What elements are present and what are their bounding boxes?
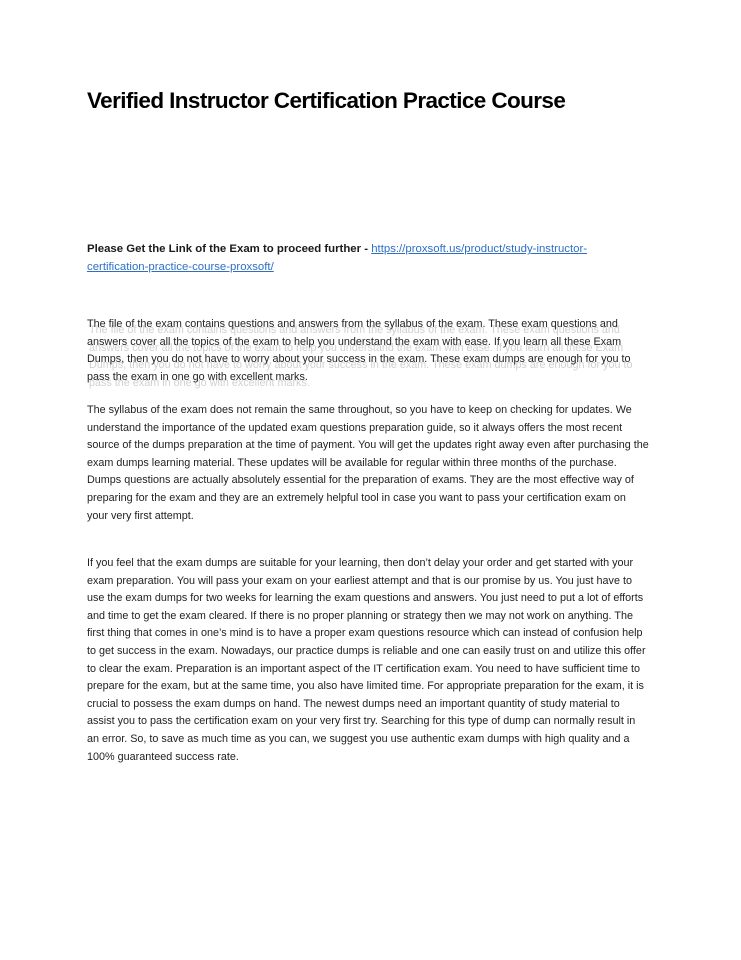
document-title: Verified Instructor Certification Practice Course [87,88,566,113]
paragraph-3: If you feel that the exam dumps are suitable for your learning, then don’t delay your order and get started with your exam preparation. You will pass your exam on your earliest attempt and that is our promise by us. You just have to use the exam dumps for two weeks for learning the exam questions and answers. You just need to put a lot of efforts and time to get the exam cleared. If there is no proper planning or strategy then we may not work on anything. The first thing that comes in one’s mind is to have a proper exam questions resource which can instead of confusion help to get success in the exam. Nowadays, our practice dumps is reliable and one can easily trust on and utilize this offer to clear the exam. Preparation is an important aspect of the IT certification exam. You need to have sufficient time to prepare for the exam, but at the same time, you also have limited time. For appropriate preparation for the exam, it is crucial to possess the exam dumps on hand. The newest dumps need an important quantity of study material to assist you to pass the certification exam on your very first try. Searching for this type of dump can normally result in an error. So, to save as much time as you can, we suggest you use authentic exam dumps with high quality and a 100% guaranteed success rate. [87,557,646,763]
exam-link-line [87,241,647,276]
exam-link[interactable]: https://proxsoft.us/product/study-instructor-certification-practice-course-proxsoft/ [87,243,588,273]
paragraph-2: The syllabus of the exam does not remain the same throughout, so you have to keep on checking for updates. We understand the importance of the updated exam questions preparation guide, so it always offers the most recent source of the dumps preparation at the time of payment. You will get the updates right away even after purchasing the exam dumps learning material. These updates will be available for regular within three months of the purchase. Dumps questions are actually absolutely essential for the preparation of exams. They are the most effective way of preparing for the exam and they are an extremely helpful tool in case you want to pass your certification exam on your very first attempt. [87,404,649,522]
link-prefix: Please Get the Link of the Exam to proceed further - [87,243,372,255]
paragraph-1: The file of the exam contains questions and answers from the syllabus of the exam. These exam questions and answers cover all the topics of the exam to help you understand the exam with ease. If you learn all these Exam Dumps, then you do not have to worry about your success in the exam. These exam dumps are enough for you to pass the exam in one go with excellent marks. [87,318,631,383]
